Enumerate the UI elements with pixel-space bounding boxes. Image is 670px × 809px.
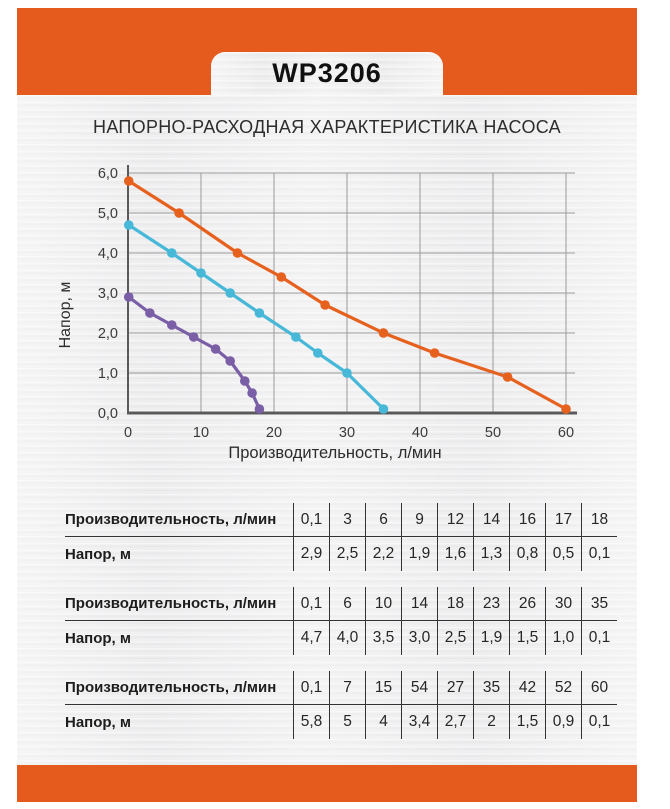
model-name: WP3206 <box>272 58 382 88</box>
table-value-cell: 0,1 <box>293 587 329 621</box>
body-panel <box>17 95 637 765</box>
table-value-cell: 2,5 <box>329 537 365 571</box>
table-value-cell: 26 <box>509 587 545 621</box>
table-value-cell: 0,1 <box>581 621 617 655</box>
data-point-cyan-curve <box>255 308 265 318</box>
footer-bar <box>17 765 637 802</box>
y-axis-title: Напор, м <box>57 281 74 349</box>
table-value-cell: 3 <box>329 503 365 537</box>
table-row-label: Напор, м <box>65 545 131 563</box>
y-tick-label: 2,0 <box>97 326 118 342</box>
table-value-cell: 0,5 <box>545 537 581 571</box>
data-point-purple-curve <box>124 292 134 302</box>
data-point-purple-curve <box>247 388 257 398</box>
table-value-cell: 3,5 <box>365 621 401 655</box>
data-point-orange-curve <box>430 348 440 358</box>
data-point-orange-curve <box>277 272 287 282</box>
y-tick-label: 0,0 <box>97 406 118 422</box>
table-value-cell: 1,6 <box>437 537 473 571</box>
data-point-cyan-curve <box>167 248 177 258</box>
table-value-cell: 18 <box>437 587 473 621</box>
x-tick-label: 0 <box>123 425 133 441</box>
data-point-purple-curve <box>255 404 265 414</box>
y-tick-label: 5,0 <box>97 206 118 222</box>
table-value-cell: 2,5 <box>437 621 473 655</box>
table-value-cell: 30 <box>545 587 581 621</box>
table-value-cell: 1,0 <box>545 621 581 655</box>
table-value-cell: 7 <box>329 671 365 705</box>
table-value-cell: 2 <box>473 705 509 739</box>
table-value-cell: 4,0 <box>329 621 365 655</box>
table-value-cell: 16 <box>509 503 545 537</box>
table-value-cell: 15 <box>365 671 401 705</box>
table-value-cell: 10 <box>365 587 401 621</box>
y-tick-label: 3,0 <box>97 286 118 302</box>
table-value-cell: 1,3 <box>473 537 509 571</box>
data-point-cyan-curve <box>313 348 323 358</box>
x-tick-label: 60 <box>557 425 575 441</box>
table-value-cell: 2,9 <box>293 537 329 571</box>
data-point-orange-curve <box>379 328 389 338</box>
data-point-orange-curve <box>503 372 513 382</box>
model-tab <box>211 52 443 95</box>
data-point-purple-curve <box>225 356 235 366</box>
table-value-cell: 5 <box>329 705 365 739</box>
y-tick-label: 6,0 <box>97 166 118 182</box>
table-value-cell: 0,9 <box>545 705 581 739</box>
y-tick-label: 1,0 <box>97 366 118 382</box>
table-value-cell: 6 <box>365 503 401 537</box>
data-point-cyan-curve <box>225 288 235 298</box>
data-point-purple-curve <box>145 308 155 318</box>
data-point-cyan-curve <box>124 220 134 230</box>
data-point-purple-curve <box>211 344 221 354</box>
table-value-cell: 14 <box>473 503 509 537</box>
table-value-cell: 0,1 <box>293 671 329 705</box>
x-tick-label: 30 <box>338 425 356 441</box>
table-value-cell: 42 <box>509 671 545 705</box>
spec-table <box>65 503 617 571</box>
table-row-label: Напор, м <box>65 713 131 731</box>
data-point-orange-curve <box>561 404 571 414</box>
x-tick-label: 10 <box>192 425 210 441</box>
data-point-orange-curve <box>320 300 330 310</box>
table-row-label: Производительность, л/мин <box>65 587 293 621</box>
table-value-cell: 35 <box>473 671 509 705</box>
x-tick-label: 40 <box>411 425 429 441</box>
table-value-cell: 1,5 <box>509 621 545 655</box>
page-title: НАПОРНО-РАСХОДНАЯ ХАРАКТЕРИСТИКА НАСОСА <box>93 117 561 137</box>
table-value-cell: 2,2 <box>365 537 401 571</box>
table-value-cell: 27 <box>437 671 473 705</box>
data-point-purple-curve <box>189 332 199 342</box>
data-point-purple-curve <box>167 320 177 330</box>
table-value-cell: 1,9 <box>473 621 509 655</box>
table-value-cell: 1,5 <box>509 705 545 739</box>
data-point-orange-curve <box>124 176 134 186</box>
x-tick-label: 50 <box>484 425 502 441</box>
table-value-cell: 0,1 <box>581 705 617 739</box>
table-value-cell: 18 <box>581 503 617 537</box>
table-value-cell: 4 <box>365 705 401 739</box>
x-axis-title: Производительность, л/мин <box>228 444 442 462</box>
data-point-cyan-curve <box>342 368 352 378</box>
y-tick-label: 4,0 <box>97 246 118 262</box>
data-point-orange-curve <box>174 208 184 218</box>
data-point-cyan-curve <box>196 268 206 278</box>
table-value-cell: 3,4 <box>401 705 437 739</box>
chart-svg <box>40 150 615 475</box>
table-row-label: Производительность, л/мин <box>65 503 293 537</box>
table-row-label: Напор, м <box>65 629 131 647</box>
table-value-cell: 17 <box>545 503 581 537</box>
x-tick-label: 20 <box>265 425 283 441</box>
table-value-cell: 12 <box>437 503 473 537</box>
table-value-cell: 5,8 <box>293 705 329 739</box>
table-value-cell: 0,1 <box>581 537 617 571</box>
table-value-cell: 54 <box>401 671 437 705</box>
table-value-cell: 0,8 <box>509 537 545 571</box>
data-point-cyan-curve <box>291 332 301 342</box>
table-row-label: Производительность, л/мин <box>65 671 293 705</box>
table-value-cell: 52 <box>545 671 581 705</box>
data-point-orange-curve <box>233 248 243 258</box>
table-value-cell: 4,7 <box>293 621 329 655</box>
pump-curve-chart <box>40 150 615 475</box>
table-value-cell: 6 <box>329 587 365 621</box>
table-value-cell: 1,9 <box>401 537 437 571</box>
table-value-cell: 23 <box>473 587 509 621</box>
data-point-cyan-curve <box>379 404 389 414</box>
table-value-cell: 0,1 <box>293 503 329 537</box>
table-value-cell: 35 <box>581 587 617 621</box>
content-panel <box>17 8 637 802</box>
table-value-cell: 9 <box>401 503 437 537</box>
spec-table <box>65 587 617 655</box>
table-value-cell: 2,7 <box>437 705 473 739</box>
table-value-cell: 60 <box>581 671 617 705</box>
spec-table <box>65 671 617 739</box>
data-point-purple-curve <box>240 376 250 386</box>
table-value-cell: 3,0 <box>401 621 437 655</box>
table-value-cell: 14 <box>401 587 437 621</box>
spec-tables <box>65 503 617 739</box>
